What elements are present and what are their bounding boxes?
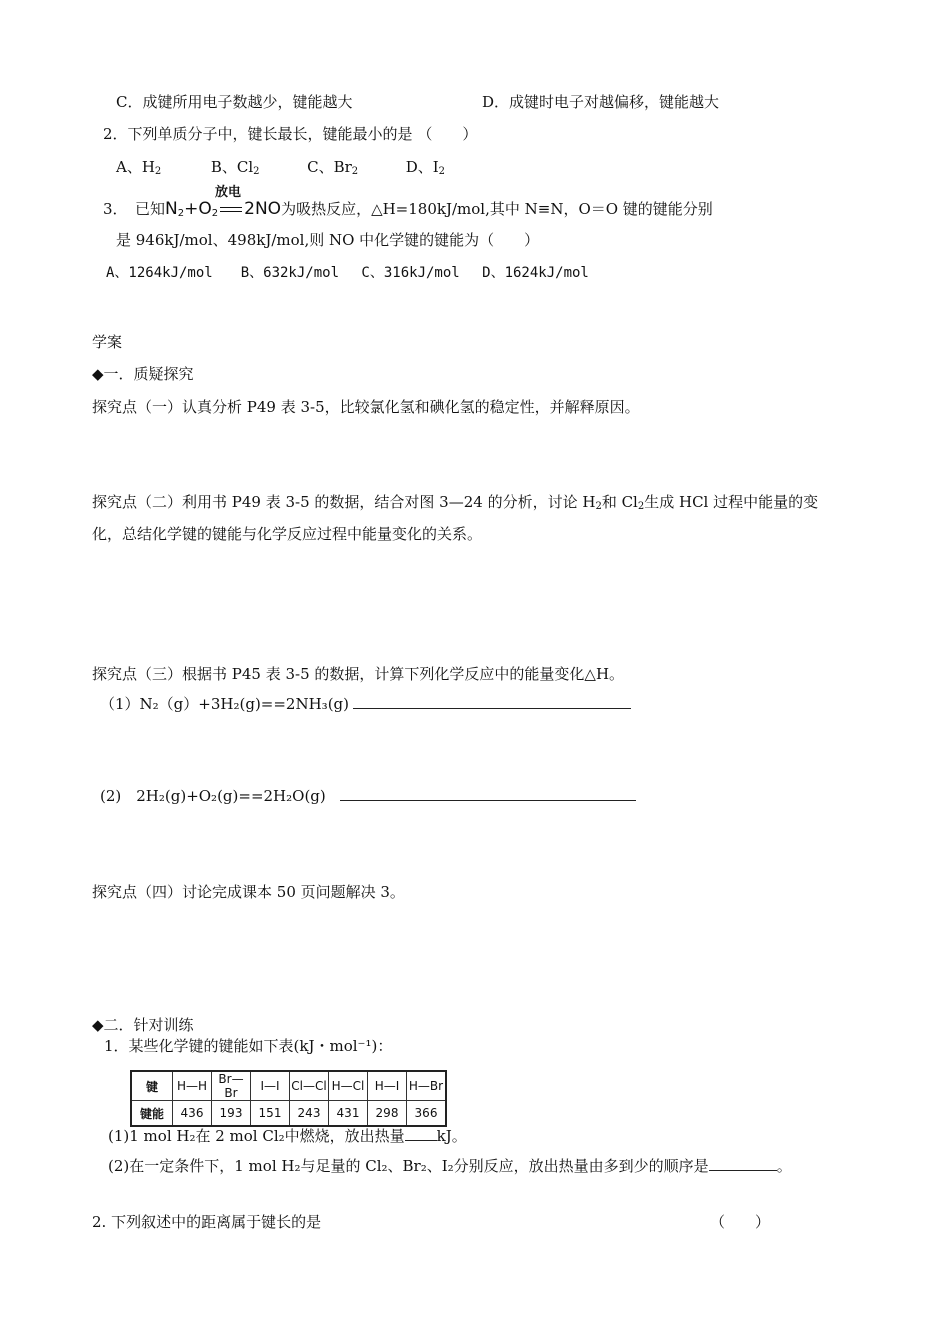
table-cell: 键能 [131, 1101, 173, 1127]
inquiry-point-1: 探究点（一）认真分析 P49 表 3-5，比较氯化氢和碘化氢的稳定性，并解释原因。 [92, 398, 640, 416]
section1-title: ◆一．质疑探究 [92, 365, 194, 383]
table-cell: H—Cl [329, 1071, 368, 1101]
answer-blank-2[interactable] [340, 786, 636, 801]
q3-equation-condition: 放电 [215, 185, 242, 200]
table-cell: 193 [212, 1101, 251, 1127]
q1-option-c: C．成键所用电子数越少，键能越大 [116, 93, 353, 111]
section2-title: ◆二．针对训练 [92, 1016, 194, 1034]
table-cell: 431 [329, 1101, 368, 1127]
equation-1: （1）N₂（g）+3H₂(g)==2NH₃(g) [100, 694, 631, 714]
table-cell: Br—Br [212, 1071, 251, 1101]
bond-energy-table [130, 1070, 447, 1127]
training-2-answer-paren: （ ） [710, 1213, 771, 1231]
table-cell: 151 [251, 1101, 290, 1127]
table-cell: I—I [251, 1071, 290, 1101]
q3-stem-line2: 是 946kJ/mol、498kJ/mol,则 NO 中化学键的键能为（ ） [116, 231, 540, 249]
inquiry-point-3: 探究点（三）根据书 P45 表 3-5 的数据，计算下列化学反应中的能量变化△H。 [92, 665, 625, 683]
q3-options: A、1264kJ/mol B、632kJ/mol C、316kJ/mol D、1624kJ/mol [106, 265, 589, 281]
inquiry-point-2-line1: 探究点（二）利用书 P49 表 3-5 的数据，结合对图 3—24 的分析，讨论 $H_2$和 $Cl_2$生成 HCl 过程中能量的变 [92, 493, 819, 512]
table-row [131, 1071, 446, 1101]
training-2-stem: 2. 下列叙述中的距离属于键长的是 [92, 1213, 322, 1231]
table-cell: 298 [368, 1101, 407, 1127]
table-cell: H—Br [407, 1071, 447, 1101]
table-cell: 键 [131, 1071, 173, 1101]
table-cell: 243 [290, 1101, 329, 1127]
table-cell: 436 [173, 1101, 212, 1127]
q3-stem: 3． 已知$N_2+O_2$ 放电 2NO为吸热反应，△H=180kJ/mol,其中 N≡N，O＝O 键的键能分别 [103, 199, 713, 224]
training-1-stem: 1．某些化学键的键能如下表(kJ・mol⁻¹)： [104, 1037, 393, 1055]
training-1-sub1: (1)1 mol H₂在 2 mol Cl₂中燃烧，放出热量 kJ。 [108, 1127, 467, 1145]
answer-blank-4[interactable] [709, 1156, 777, 1171]
q2-options [116, 157, 445, 182]
q1-option-d: D．成键时电子对越偏移，键能越大 [482, 93, 720, 111]
equals-arrow [220, 207, 242, 212]
table-cell: 366 [407, 1101, 447, 1127]
equation-2: (2) 2H₂(g)+O₂(g)==2H₂O(g) [100, 786, 636, 806]
table-cell: Cl—Cl [290, 1071, 329, 1101]
inquiry-point-2-line2: 化，总结化学键的键能与化学反应过程中能量变化的关系。 [92, 525, 483, 543]
q2-option-b: B、$Cl_2$ [210, 158, 260, 177]
table-cell: H—I [368, 1071, 407, 1101]
q2-option-d: D、$I_2$ [405, 158, 446, 177]
q2-option-c: C、$Br_2$ [307, 158, 359, 177]
table-cell: H—H [173, 1071, 212, 1101]
answer-blank-3[interactable] [405, 1126, 437, 1141]
q2-stem: 2．下列单质分子中，键长最长，键能最小的是 （ ） [103, 125, 478, 143]
inquiry-point-4: 探究点（四）讨论完成课本 50 页问题解决 3。 [92, 883, 405, 901]
training-1-sub2: (2)在一定条件下，1 mol H₂与足量的 Cl₂、Br₂、I₂分别反应，放出热量由多到少的顺序是 。 [108, 1157, 792, 1175]
table-row [131, 1101, 446, 1127]
q3-equation: $N_2+O_2$ 放电 2NO [165, 185, 282, 219]
q2-option-a: A、$H_2$ [116, 158, 162, 177]
answer-blank-1[interactable] [353, 694, 631, 709]
section-xuean: 学案 [92, 333, 123, 351]
